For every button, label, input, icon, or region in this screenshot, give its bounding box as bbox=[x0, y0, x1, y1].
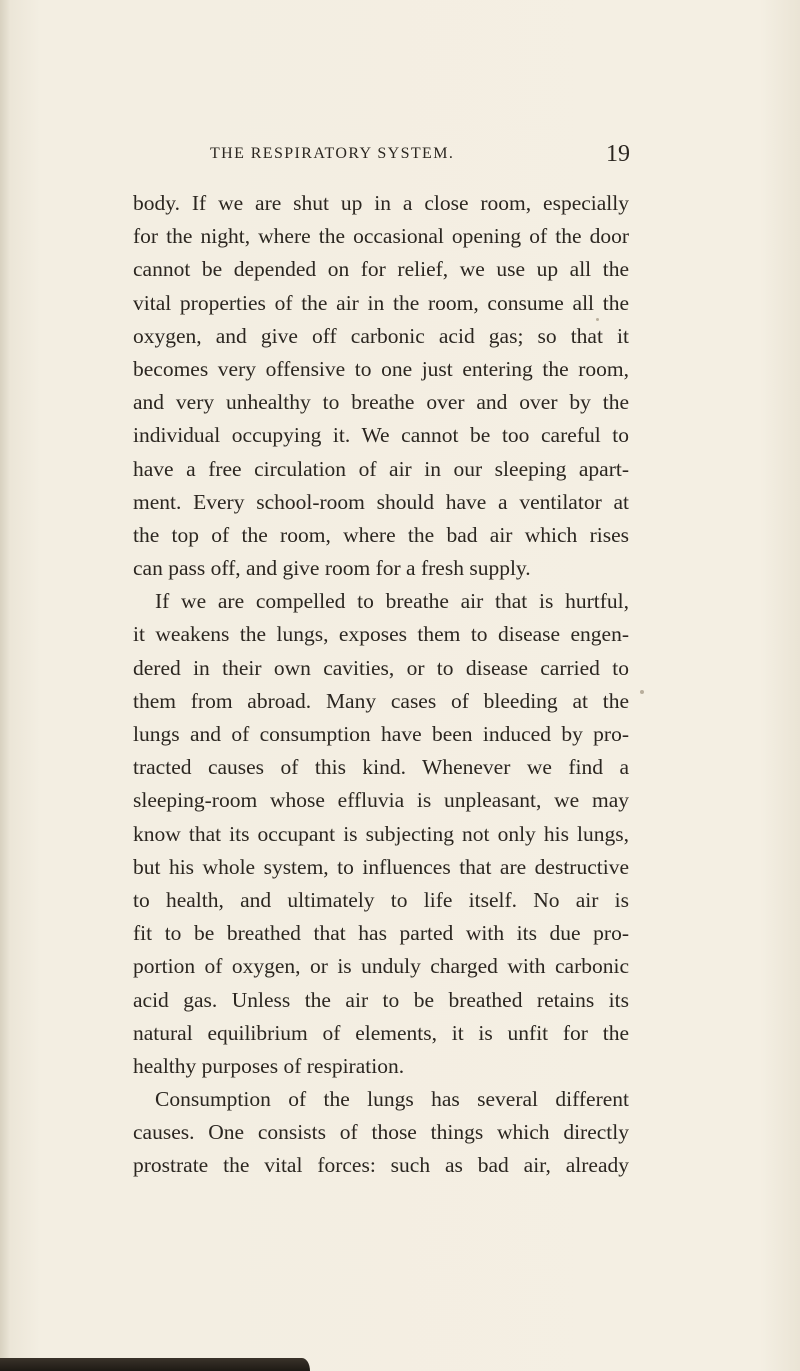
text-line: ment. Every school-room should have a ventilator at bbox=[133, 489, 629, 514]
text-line: to health, and ultimately to life itself. No air is bbox=[133, 887, 629, 912]
text-line: dered in their own cavities, or to disease carried to bbox=[133, 655, 629, 680]
page-bottom-edge bbox=[0, 1358, 310, 1371]
text-line: individual occupying it. We cannot be too careful to bbox=[133, 423, 629, 448]
text-line: Consumption of the lungs has several different bbox=[155, 1087, 629, 1112]
text-line: know that its occupant is subjecting not only his lungs, bbox=[133, 821, 629, 846]
text-line: fit to be breathed that has parted with its due pro- bbox=[133, 921, 629, 946]
text-line: it weakens the lungs, exposes them to disease engen- bbox=[133, 622, 629, 647]
text-line: lungs and of consumption have been induced by pro- bbox=[133, 722, 629, 746]
text-line: natural equilibrium of elements, it is unfit for the bbox=[133, 1020, 629, 1045]
text-line: tracted causes of this kind. Whenever we find a bbox=[133, 755, 629, 780]
paper-speck bbox=[596, 318, 599, 321]
page-gutter-shadow bbox=[0, 0, 10, 1371]
text-line: prostrate the vital forces: such as bad air, already bbox=[133, 1153, 629, 1178]
text-line: and very unhealthy to breathe over and over by the bbox=[133, 390, 629, 415]
page-number: 19 bbox=[606, 141, 630, 167]
text-line: cannot be depended on for relief, we use up all the bbox=[133, 257, 629, 282]
text-line: for the night, where the occasional opening of the door bbox=[133, 224, 629, 249]
text-line: have a free circulation of air in our sleeping apart- bbox=[133, 456, 629, 481]
text-line: them from abroad. Many cases of bleeding at the bbox=[133, 688, 629, 713]
text-line: sleeping-room whose effluvia is unpleasant, we may bbox=[133, 788, 629, 813]
text-line: vital properties of the air in the room, consume all the bbox=[133, 290, 629, 315]
text-line: healthy purposes of respiration. bbox=[133, 1053, 405, 1078]
text-line: causes. One consists of those things which directly bbox=[133, 1120, 629, 1145]
text-line: but his whole system, to influences that are destructive bbox=[133, 854, 629, 879]
text-line: body. If we are shut up in a close room, especially bbox=[133, 191, 629, 215]
page-header bbox=[210, 141, 630, 171]
text-line: becomes very offensive to one just entering the room, bbox=[133, 356, 629, 381]
text-line: can pass off, and give room for a fresh supply. bbox=[133, 556, 531, 581]
text-line: oxygen, and give off carbonic acid gas; so that it bbox=[133, 323, 629, 348]
paper-speck bbox=[640, 690, 644, 694]
text-line: acid gas. Unless the air to be breathed retains its bbox=[133, 987, 629, 1012]
text-line: If we are compelled to breathe air that is hurtful, bbox=[155, 589, 629, 614]
body-text bbox=[133, 187, 629, 1183]
text-line: the top of the room, where the bad air which rises bbox=[133, 522, 629, 547]
text-line: portion of oxygen, or is unduly charged with carbonic bbox=[133, 954, 629, 979]
running-head: THE RESPIRATORY SYSTEM. bbox=[210, 145, 455, 162]
